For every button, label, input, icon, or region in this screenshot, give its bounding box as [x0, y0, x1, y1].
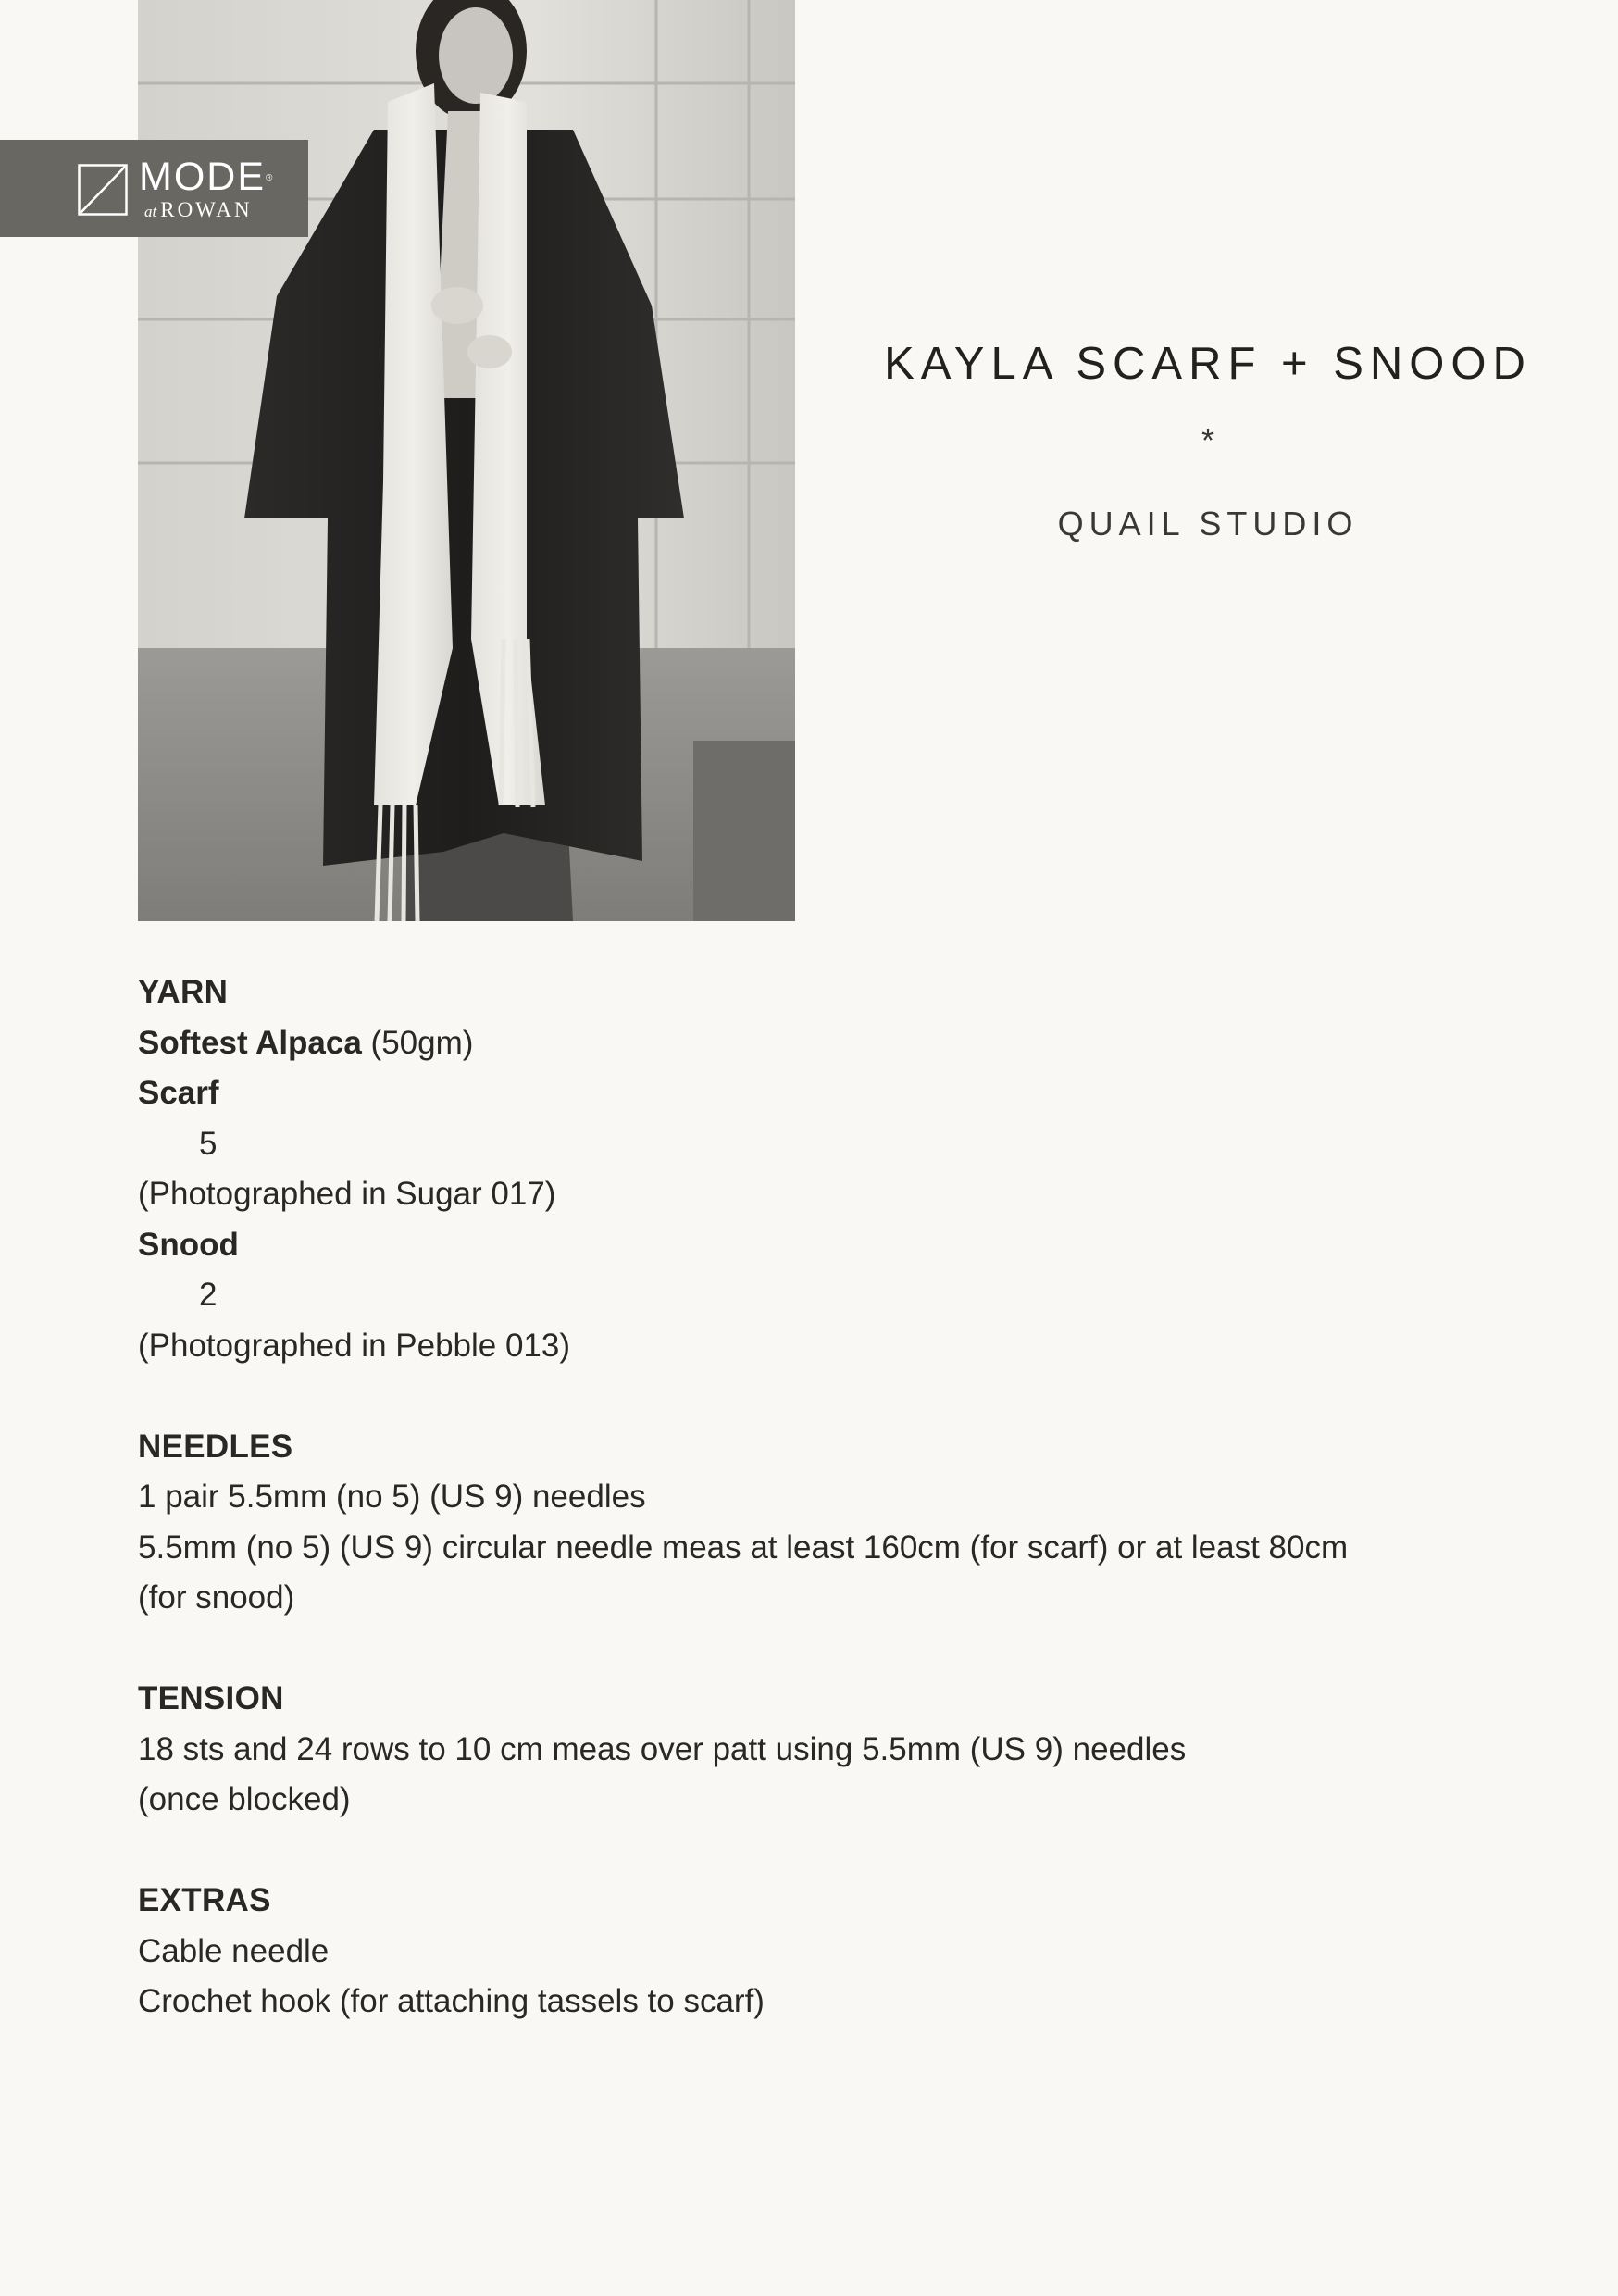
- tension-heading: TENSION: [138, 1680, 284, 1716]
- pattern-title: KAYLA SCARF + SNOOD: [884, 339, 1532, 389]
- needles-heading: NEEDLES: [138, 1428, 293, 1465]
- logo-at: at: [144, 203, 157, 220]
- tension-line: (once blocked): [138, 1781, 351, 1817]
- logo-registered-mark: ®: [266, 173, 273, 183]
- extras-heading: EXTRAS: [138, 1882, 271, 1918]
- logo-mark-icon: [78, 164, 128, 216]
- yarn-name: Softest Alpaca: [138, 1024, 362, 1061]
- pattern-details: [138, 967, 1480, 2028]
- snood-quantity: 2: [199, 1277, 218, 1313]
- snood-label: Snood: [138, 1226, 239, 1263]
- yarn-heading: YARN: [138, 974, 229, 1010]
- title-separator: *: [1201, 421, 1214, 459]
- section-spacer: [138, 1624, 1480, 1675]
- scarf-colour-note: (Photographed in Sugar 017): [138, 1176, 556, 1212]
- designer-name: QUAIL STUDIO: [1057, 505, 1359, 543]
- brand-logo: [0, 140, 308, 237]
- tension-line: 18 sts and 24 rows to 10 cm meas over patt using 5.5mm (US 9) needles: [138, 1730, 1187, 1767]
- snood-colour-note: (Photographed in Pebble 013): [138, 1327, 571, 1364]
- model-photo-illustration: [138, 0, 795, 921]
- logo-subline: [144, 198, 253, 222]
- needles-line: 5.5mm (no 5) (US 9) circular needle meas at least 160cm (for scarf) or at least 80cm: [138, 1529, 1349, 1566]
- scarf-label: Scarf: [138, 1075, 219, 1111]
- yarn-name-line: [138, 1018, 1480, 1069]
- logo-sub: ROWAN: [160, 198, 253, 221]
- yarn-weight: (50gm): [361, 1024, 474, 1061]
- extras-line: Crochet hook (for attaching tassels to scarf): [138, 1983, 765, 2019]
- model-photo: [138, 0, 795, 921]
- extras-line: Cable needle: [138, 1932, 330, 1969]
- logo-word: MODE: [139, 155, 266, 199]
- needles-line: 1 pair 5.5mm (no 5) (US 9) needles: [138, 1479, 646, 1515]
- scarf-quantity: 5: [199, 1125, 218, 1162]
- section-spacer: [138, 1826, 1480, 1877]
- section-spacer: [138, 1371, 1480, 1422]
- needles-line: (for snood): [138, 1579, 295, 1616]
- logo-wordmark: [139, 156, 272, 197]
